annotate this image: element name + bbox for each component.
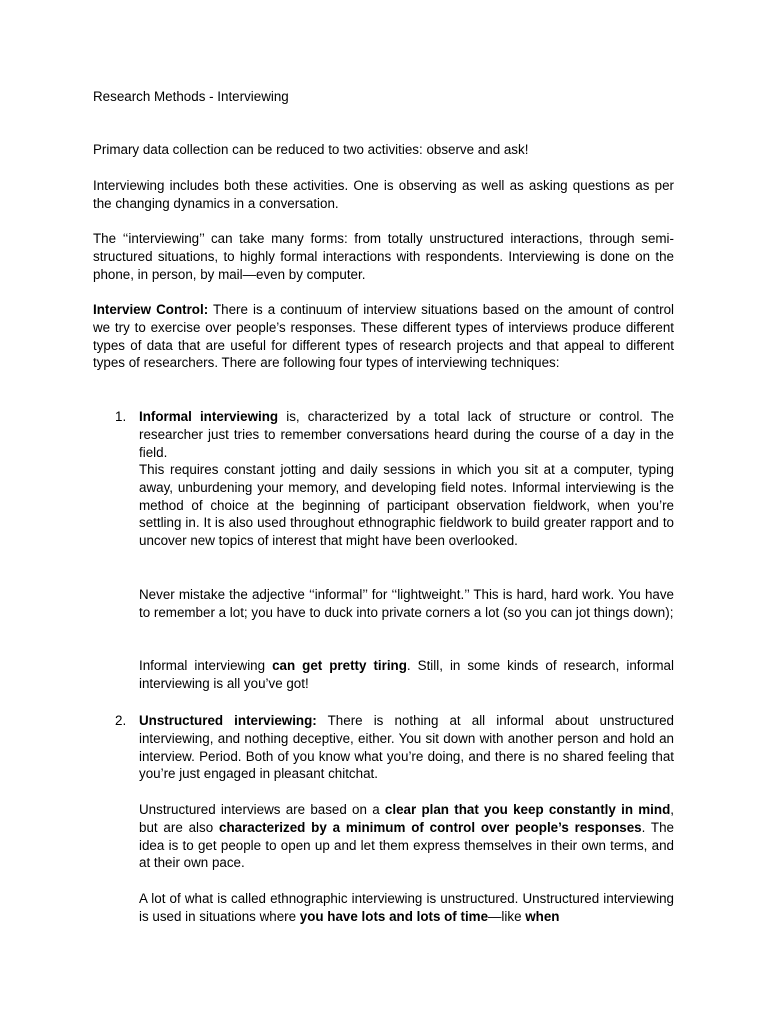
item2-paragraph: Unstructured interviewing: There is nothing at all informal about unstructured interviewing, and nothing deceptive, either. You sit down with another person and hold an interview. Period. Both of you know what you’re doing, and there is no shared feeling that you’re just engaged in pleasant chitchat. xyxy=(139,713,674,782)
list-number-1: 1. xyxy=(115,409,127,424)
item1-paragraph-3: Never mistake the adjective ‘‘informal’’ for ‘‘lightweight.’’ This is hard, hard work. You have to remember a lot; you have to duck into private corners a lot (so you can jot things down); xyxy=(139,587,674,620)
paragraph-interview-control: Interview Control: There is a continuum of interview situations based on the amount of control we try to exercise over people’s responses. These different types of interviews produce different types of data that are useful for different types of research projects and that appeal to different types of researchers. There are following four types of interviewing techniques: xyxy=(93,302,675,371)
item1-paragraph-4: Informal interviewing can get pretty tiring. Still, in some kinds of research, informal interviewing is all you’ve got! xyxy=(139,658,674,691)
item1-paragraph-2: This requires constant jotting and daily sessions in which you sit at a computer, typing away, unburdening your memory, and developing field notes. Informal interviewing is the method of choice at the beginning of participant observation fieldwork, when you’re settling in. It is also used throughout ethnographic fieldwork to build greater rapport and to uncover new topics of interest that might have been overlooked. xyxy=(139,462,674,549)
document-title: Research Methods - Interviewing xyxy=(93,89,289,104)
paragraph-forms: The ‘‘interviewing’’ can take many forms: from totally unstructured interactions, through semi-structured situations, to highly formal interactions with respondents. Interviewing is done on the phone, in person, by mail—even by computer. xyxy=(93,231,674,282)
paragraph-intro: Primary data collection can be reduced to two activities: observe and ask! xyxy=(93,142,529,157)
interview-control-heading: Interview Control: xyxy=(93,302,209,317)
paragraph-activities: Interviewing includes both these activities. One is observing as well as asking questions as per the changing dynamics in a conversation. xyxy=(93,178,674,211)
item2-paragraph-2: Unstructured interviews are based on a clear plan that you keep constantly in mind, but are also characterized by a minimum of control over people’s responses. The idea is to get people to open up and let them express themselves in their own terms, and at their own pace. xyxy=(139,802,674,871)
item2-paragraph-3: A lot of what is called ethnographic interviewing is unstructured. Unstructured interviewing is used in situations where you have lots and lots of time—like when xyxy=(139,891,674,924)
item1-paragraph: Informal interviewing is, characterized by a total lack of structure or control. The researcher just tries to remember conversations heard during the course of a day in the field. xyxy=(139,409,674,460)
list-number-2: 2. xyxy=(115,713,127,728)
